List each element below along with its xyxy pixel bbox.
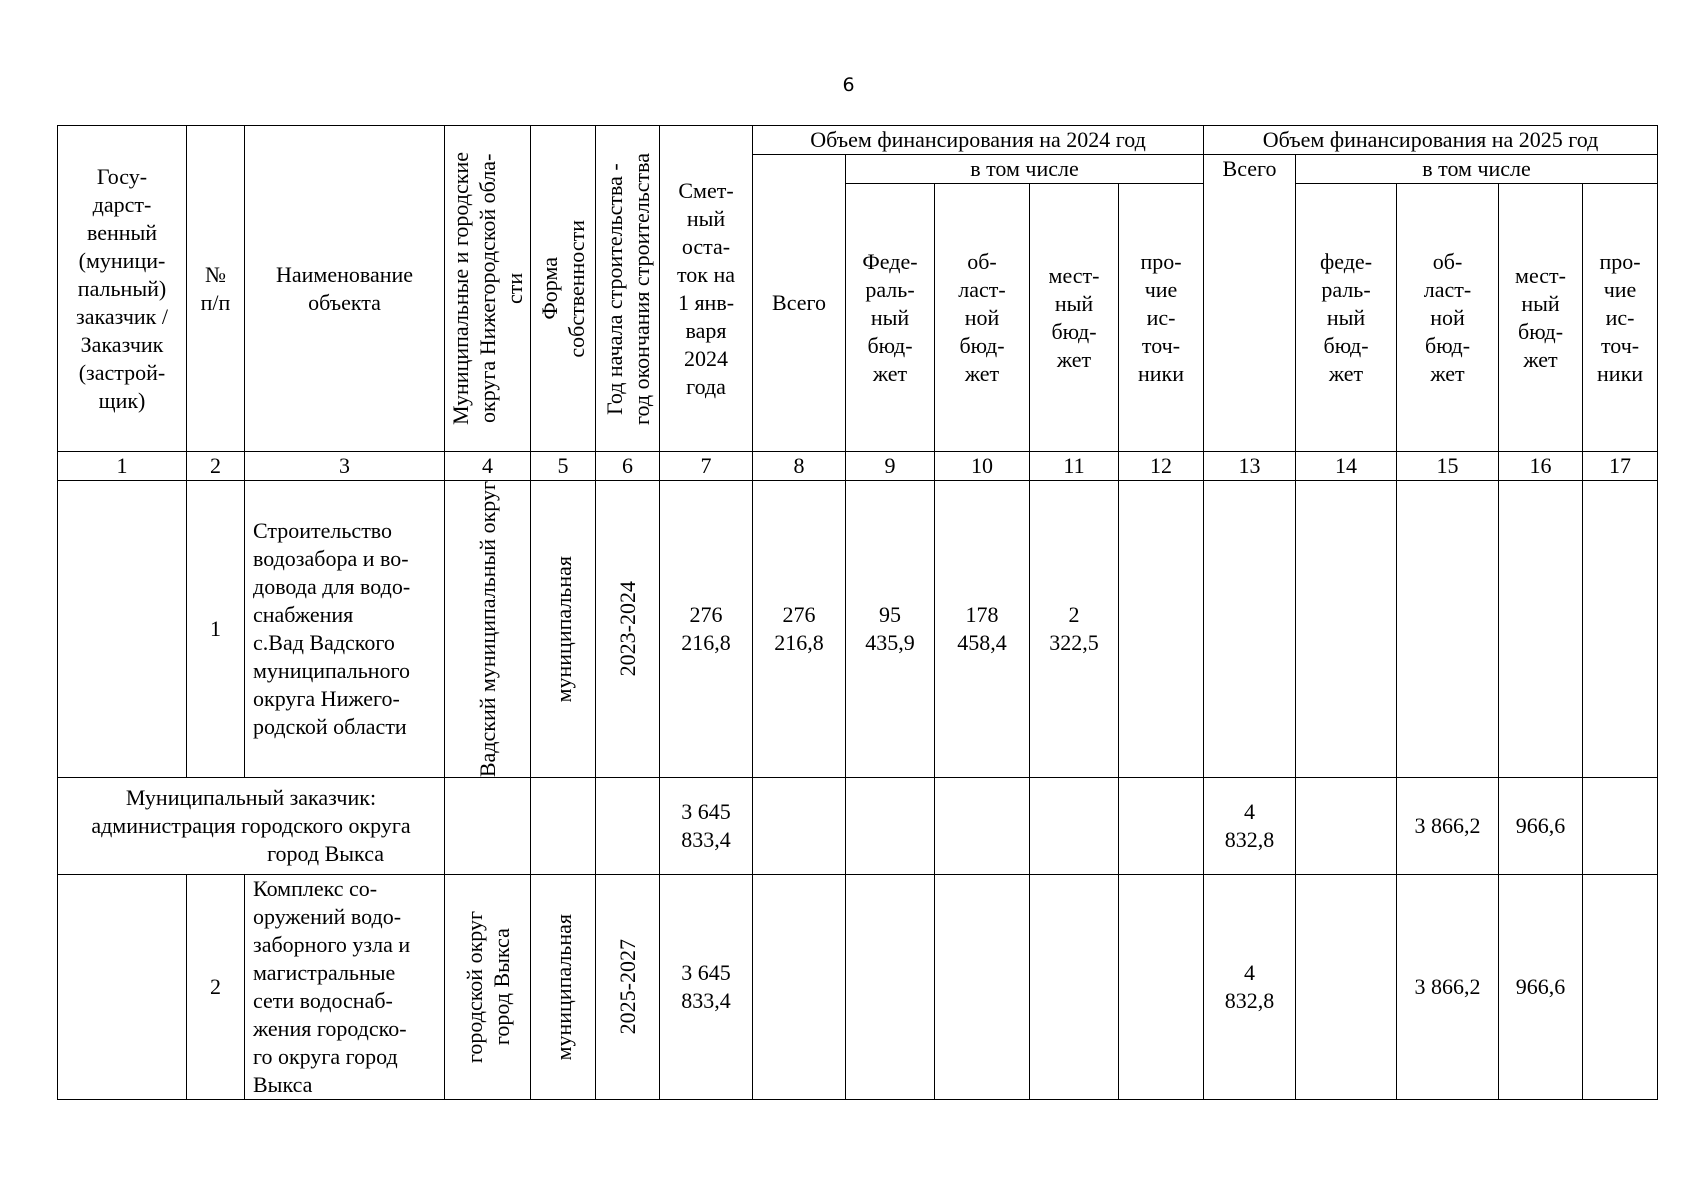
header-regional-2024: об- ласт- ной бюд- жет — [935, 184, 1030, 452]
other-2025-cell — [1583, 778, 1658, 875]
header-ownership: Форма собственности — [531, 126, 596, 452]
column-number: 1 — [58, 452, 187, 481]
regional-2024-cell — [935, 875, 1030, 1100]
local-2024-cell: 2 322,5 — [1030, 481, 1119, 778]
column-number: 13 — [1204, 452, 1296, 481]
years-cell: 2025-2027 — [596, 875, 660, 1100]
other-2024-cell — [1119, 778, 1204, 875]
column-number: 6 — [596, 452, 660, 481]
header-federal-2025: феде- раль- ный бюд- жет — [1296, 184, 1397, 452]
column-number: 10 — [935, 452, 1030, 481]
header-customer: Госу- дарст- венный (муници- пальный) заказчик / Заказчик (застрой- щик) — [58, 126, 187, 452]
years-cell: 2023-2024 — [596, 481, 660, 778]
municipality-cell: городской округ город Выкса — [445, 875, 531, 1100]
other-2024-cell — [1119, 481, 1204, 778]
header-local-2025: мест- ный бюд- жет — [1499, 184, 1583, 452]
balance-cell: 276 216,8 — [660, 481, 753, 778]
object-name: Строительство водозабора и во- довода для водо- снабжения с.Вад Вадского муниципального округа Нижего- родской области — [245, 481, 445, 778]
column-number: 5 — [531, 452, 596, 481]
balance-cell: 3 645 833,4 — [660, 778, 753, 875]
header-including-2025: в том числе — [1296, 155, 1658, 184]
other-2025-cell — [1583, 481, 1658, 778]
municipality-cell — [445, 778, 531, 875]
header-num: № п/п — [187, 126, 245, 452]
local-2024-cell — [1030, 875, 1119, 1100]
header-object-name: Наименование объекта — [245, 126, 445, 452]
column-number-row — [58, 452, 1658, 481]
column-number: 9 — [846, 452, 935, 481]
federal-2024-cell — [846, 778, 935, 875]
header-regional-2025: об- ласт- ной бюд- жет — [1397, 184, 1499, 452]
header-including-2024: в том числе — [846, 155, 1204, 184]
row-number: 2 — [187, 875, 245, 1100]
header-other-2025: про- чие ис- точ- ники — [1583, 184, 1658, 452]
financing-table — [57, 125, 1658, 1100]
column-number: 11 — [1030, 452, 1119, 481]
other-2024-cell — [1119, 875, 1204, 1100]
ownership-cell: муниципальная — [531, 481, 596, 778]
municipality-cell: Вадский муниципальный округ — [445, 481, 531, 778]
federal-2025-cell — [1296, 481, 1397, 778]
column-number: 12 — [1119, 452, 1204, 481]
total-2024-cell — [753, 875, 846, 1100]
regional-2024-cell — [935, 778, 1030, 875]
ownership-cell — [531, 778, 596, 875]
customer-cell — [58, 875, 187, 1100]
local-2025-cell: 966,6 — [1499, 875, 1583, 1100]
customer-summary-row — [58, 778, 1658, 875]
column-number: 2 — [187, 452, 245, 481]
local-2024-cell — [1030, 778, 1119, 875]
total-2024-cell: 276 216,8 — [753, 481, 846, 778]
balance-cell: 3 645 833,4 — [660, 875, 753, 1100]
other-2025-cell — [1583, 875, 1658, 1100]
ownership-cell: муниципальная — [531, 875, 596, 1100]
local-2025-cell — [1499, 481, 1583, 778]
column-number: 16 — [1499, 452, 1583, 481]
column-number: 4 — [445, 452, 531, 481]
total-2024-cell — [753, 778, 846, 875]
column-number: 7 — [660, 452, 753, 481]
years-cell — [596, 778, 660, 875]
column-number: 3 — [245, 452, 445, 481]
header-municipality: Муниципальные и городские округа Нижегородской обла- сти — [445, 126, 531, 452]
regional-2025-cell — [1397, 481, 1499, 778]
federal-2024-cell — [846, 875, 935, 1100]
federal-2025-cell — [1296, 778, 1397, 875]
header-total-2025: Всего — [1204, 155, 1296, 452]
regional-2025-cell: 3 866,2 — [1397, 778, 1499, 875]
federal-2025-cell — [1296, 875, 1397, 1100]
total-2025-cell: 4 832,8 — [1204, 875, 1296, 1100]
header-years: Год начала строительства - год окончания строительства — [596, 126, 660, 452]
table-row — [58, 481, 1658, 778]
table-row — [58, 875, 1658, 1100]
column-number: 15 — [1397, 452, 1499, 481]
customer-cell — [58, 481, 187, 778]
header-total-2024: Всего — [753, 155, 846, 452]
customer-label: Муниципальный заказчик: администрация городского округа город Выкса — [58, 778, 445, 875]
total-2025-cell — [1204, 481, 1296, 778]
local-2025-cell: 966,6 — [1499, 778, 1583, 875]
regional-2024-cell: 178 458,4 — [935, 481, 1030, 778]
column-number: 14 — [1296, 452, 1397, 481]
header-balance: Смет- ный оста- ток на 1 янв- варя 2024 года — [660, 126, 753, 452]
federal-2024-cell: 95 435,9 — [846, 481, 935, 778]
row-number: 1 — [187, 481, 245, 778]
column-number: 8 — [753, 452, 846, 481]
object-name: Комплекс со- оружений водо- заборного узла и магистральные сети водоснаб- жения городско- го округа город Выкса — [245, 875, 445, 1100]
regional-2025-cell: 3 866,2 — [1397, 875, 1499, 1100]
header-funding-2024: Объем финансирования на 2024 год — [753, 126, 1204, 155]
column-number: 17 — [1583, 452, 1658, 481]
header-other-2024: про- чие ис- точ- ники — [1119, 184, 1204, 452]
total-2025-cell: 4 832,8 — [1204, 778, 1296, 875]
page-number: 6 — [842, 74, 855, 96]
header-funding-2025: Объем финансирования на 2025 год — [1204, 126, 1658, 155]
header-federal-2024: Феде- раль- ный бюд- жет — [846, 184, 935, 452]
header-local-2024: мест- ный бюд- жет — [1030, 184, 1119, 452]
